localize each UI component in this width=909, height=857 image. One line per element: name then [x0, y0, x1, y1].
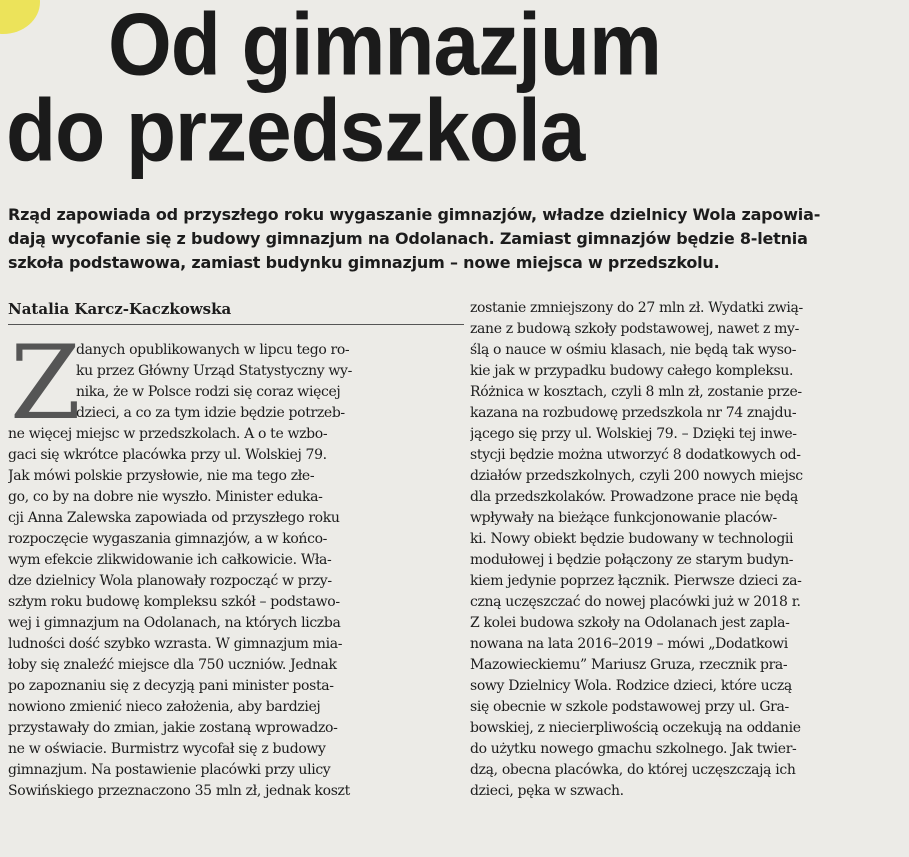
text-line: się obecnie w szkole podstawowej przy ul. Gra-	[470, 699, 789, 715]
lead-line: szkoła podstawowa, zamiast budynku gimnazjum – nowe miejsca w przedszkolu.	[8, 253, 720, 272]
text-line: stycji będzie można utworzyć 8 dodatkowych od-	[470, 447, 801, 463]
text-line: ludności dość szybko wzrasta. W gimnazjum mia-	[8, 636, 343, 652]
text-line: dze dzielnicy Wola planowały rozpocząć w przy-	[8, 573, 332, 589]
text-line: kie jak w przypadku budowy całego kompleksu.	[470, 363, 794, 379]
text-line: działów przedszkolnych, czyli 200 nowych miejsc	[470, 468, 803, 484]
text-line: Różnica w kosztach, czyli 8 mln zł, zostanie prze-	[470, 384, 802, 400]
text-line: zostanie zmniejszony do 27 mln zł. Wydatki zwią-	[470, 300, 803, 316]
lead-line: Rząd zapowiada od przyszłego roku wygaszanie gimnazjów, władze dzielnicy Wola zapowia-	[8, 205, 821, 224]
headline-line-1: Od gimnazjum	[108, 0, 661, 95]
text-line: łoby się znaleźć miejsce dla 750 uczniów. Jednak	[8, 657, 337, 673]
author-byline: Natalia Karcz-Kaczkowska	[8, 300, 232, 318]
text-line: zane z budową szkoły podstawowej, nawet z my-	[470, 321, 799, 337]
text-line: dzą, obecna placówka, do której uczęszczają ich	[470, 762, 796, 778]
text-line: do użytku nowego gmachu szkolnego. Jak twier-	[470, 741, 797, 757]
text-line: szłym roku budowę kompleksu szkół – podstawo-	[8, 594, 340, 610]
corner-color-mark	[0, 0, 40, 34]
text-line: ne więcej miejsc w przedszkolach. A o te wzbo-	[8, 426, 328, 442]
text-line: bowskiej, z niecierpliwością oczekują na oddanie	[470, 720, 801, 736]
text-line: dzieci, a co za tym idzie będzie potrzeb-	[76, 405, 345, 421]
text-line: gaci się wkrótce placówka przy ul. Wolskiej 79.	[8, 447, 327, 463]
text-line: Sowińskiego przeznaczono 35 mln zł, jednak koszt	[8, 783, 350, 799]
text-line: wym efekcie zlikwidowanie ich całkowicie. Wła-	[8, 552, 332, 568]
text-line: wej i gimnazjum na Odolanach, na których liczba	[8, 615, 341, 631]
text-line: danych opublikowanych w lipcu tego ro-	[76, 342, 350, 358]
text-line: rozpoczęcie wygaszania gimnazjów, a w końco-	[8, 531, 328, 547]
text-line: Z kolei budowa szkoły na Odolanach jest zapla-	[470, 615, 790, 631]
text-line: wpływały na bieżące funkcjonowanie placów-	[470, 510, 777, 526]
text-line: czną uczęszczać do nowej placówki już w 2018 r.	[470, 594, 801, 610]
text-line: gimnazjum. Na postawienie placówki przy ulicy	[8, 762, 331, 778]
text-line: dla przedszkolaków. Prowadzone prace nie będą	[470, 489, 798, 505]
text-line: przystawały do zmian, jakie zostaną wprowadzo-	[8, 720, 338, 736]
text-line: po zapoznaniu się z decyzją pani minister posta-	[8, 678, 334, 694]
text-line: Jak mówi polskie przysłowie, nie ma tego złe-	[8, 468, 315, 484]
text-line: ki. Nowy obiekt będzie budowany w technologii	[470, 531, 794, 547]
text-line: sowy Dzielnicy Wola. Rodzice dzieci, które uczą	[470, 678, 792, 694]
article-column-right	[470, 298, 906, 802]
text-line: ne w oświacie. Burmistrz wycofał się z budowy	[8, 741, 326, 757]
lead-paragraph	[8, 203, 904, 275]
text-line: dzieci, pęka w szwach.	[470, 783, 624, 799]
text-line: jącego się przy ul. Wolskiej 79. – Dzięki tej inwe-	[470, 426, 797, 442]
text-line: nowiono zmienić nieco założenia, aby bardziej	[8, 699, 321, 715]
text-line: cji Anna Zalewska zapowiada od przyszłego roku	[8, 510, 340, 526]
text-line: ślą o nauce w ośmiu klasach, nie będą tak wyso-	[470, 342, 797, 358]
drop-cap: Z	[10, 324, 81, 443]
text-line: modułowej i będzie połączony ze starym budyn-	[470, 552, 794, 568]
text-line: kazana na rozbudowę przedszkola nr 74 znajdu-	[470, 405, 797, 421]
text-line: Mazowieckiemu” Mariusz Gruza, rzecznik pra-	[470, 657, 788, 673]
text-line: nowana na lata 2016–2019 – mówi „Dodatkowi	[470, 636, 788, 652]
text-line: kiem jedynie poprzez łącznik. Pierwsze dzieci za-	[470, 573, 802, 589]
lead-line: dają wycofanie się z budowy gimnazjum na Odolanach. Zamiast gimnazjów będzie 8-letnia	[8, 229, 808, 248]
text-line: nika, że w Polsce rodzi się coraz więcej	[76, 384, 341, 400]
article-column-left	[8, 324, 456, 802]
text-line: ku przez Główny Urząd Statystyczny wy-	[76, 363, 352, 379]
headline-line-2: do przedszkola	[6, 81, 585, 181]
text-line: go, co by na dobre nie wyszło. Minister eduka-	[8, 489, 323, 505]
